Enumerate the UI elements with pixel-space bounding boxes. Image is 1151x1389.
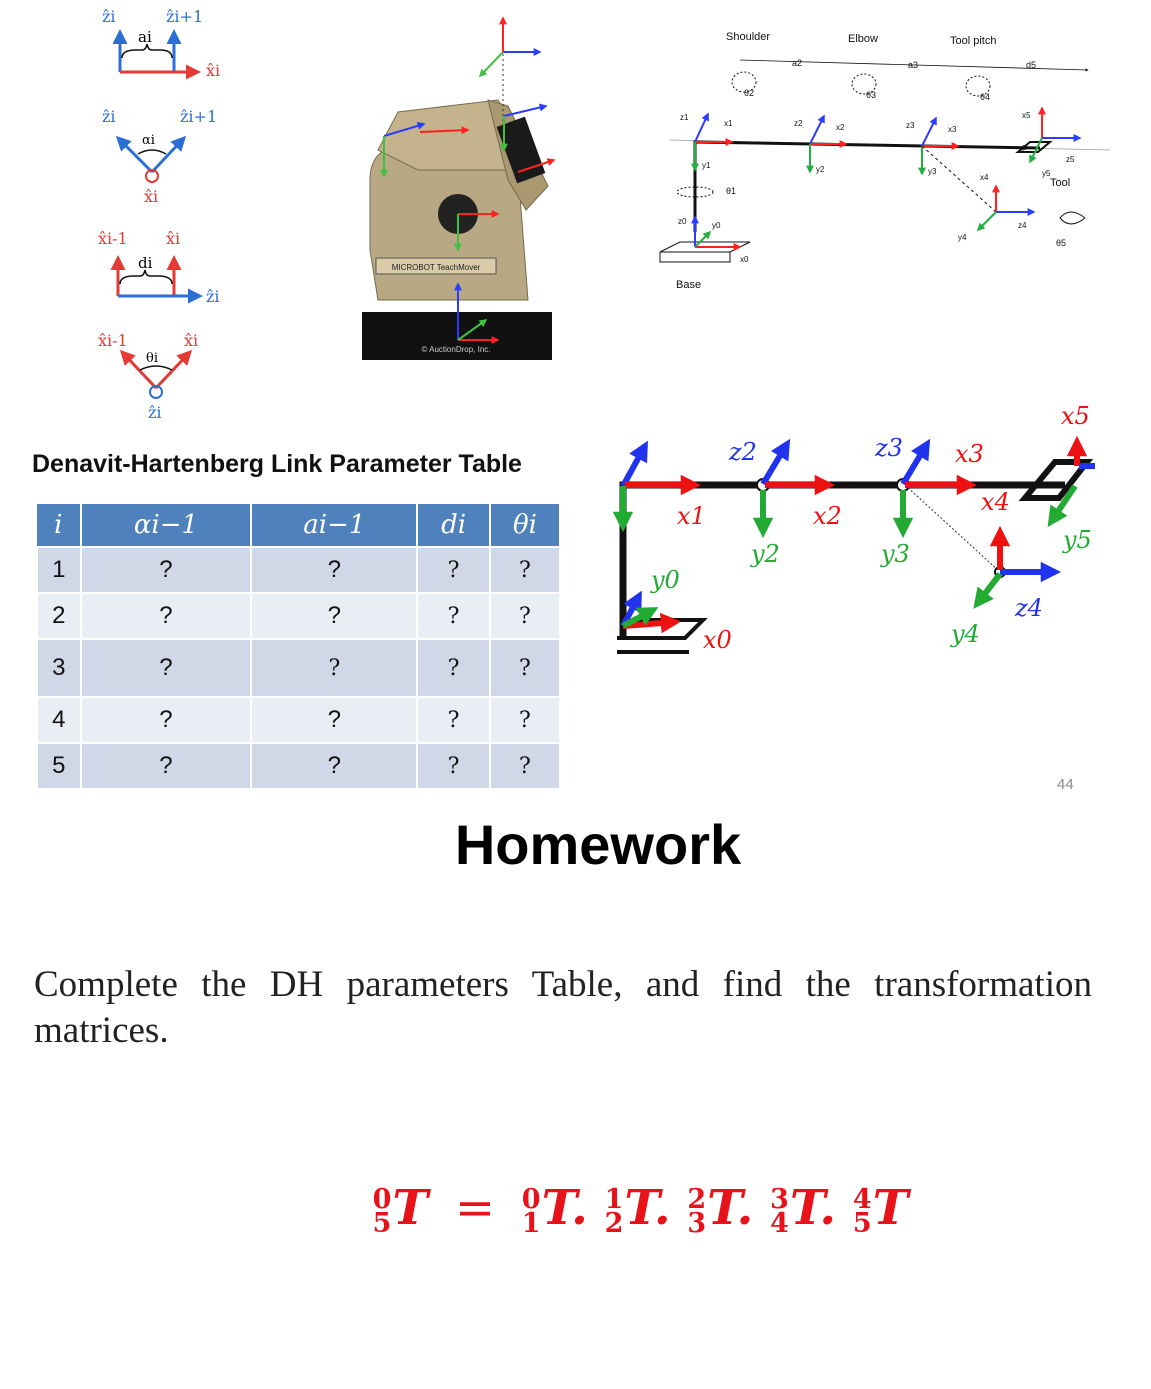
frame-x4-label: x4 [981, 488, 1010, 516]
dh-parameter-table [36, 504, 561, 790]
cell-a: ? [251, 639, 417, 697]
header-theta: θi [490, 504, 560, 547]
dot: . [819, 1180, 837, 1236]
cell-i: 4 [37, 697, 81, 743]
label-zi: ẑi [102, 107, 116, 126]
table-row [37, 697, 560, 743]
dh-parameter-sketches [80, 0, 250, 430]
frame-z3-label: z3 [875, 434, 903, 462]
theta4-label: θ4 [980, 92, 991, 102]
elbow-label: Elbow [848, 33, 878, 45]
frame-x0-label: x0 [703, 626, 732, 654]
label-xi: x̂i [166, 229, 181, 248]
term-4-symbol: T [789, 1180, 820, 1236]
homework-title: Homework [454, 813, 742, 876]
frame-x3-label: x3 [955, 440, 984, 468]
cell-d: ? [417, 593, 490, 639]
frames-diagram [605, 390, 1105, 680]
header-i: i [37, 504, 81, 547]
label-zi: ẑi [102, 7, 116, 26]
lhs-indices: 0 5 [372, 1183, 392, 1239]
cell-alpha: ? [81, 697, 252, 743]
table-row [37, 593, 560, 639]
robot-arm-photo [358, 0, 558, 380]
table-header-row [37, 504, 560, 547]
header-alpha: αi−1 [81, 504, 252, 547]
frame-y0-label: y0 [651, 566, 680, 594]
cell-d: ? [417, 639, 490, 697]
cell-d: ? [417, 697, 490, 743]
cell-d: ? [417, 743, 490, 789]
cell-i: 1 [37, 547, 81, 593]
homework-task: Complete the DH parameters Table, and find the transformation matrices. [34, 964, 1092, 1051]
frame-x5-label: x5 [1061, 402, 1090, 430]
z0-label: z0 [678, 217, 687, 226]
frame-y2-label: y2 [751, 540, 780, 568]
frame-x2-label: x2 [813, 502, 842, 530]
label-alpha: αi [142, 133, 155, 148]
cell-theta: ? [490, 547, 560, 593]
shoulder-label: Shoulder [726, 31, 771, 43]
cell-theta: ? [490, 697, 560, 743]
robot-brand: MICROBOT TeachMover [391, 263, 481, 272]
label-zi1: ẑi+1 [180, 107, 218, 126]
frame-x1-label: x1 [677, 502, 706, 530]
z5-label: z5 [1066, 155, 1075, 164]
term-3-symbol: T [707, 1180, 737, 1236]
frame-y3-label: y3 [881, 540, 910, 568]
sketch-a-distance [102, 7, 220, 80]
header-d: di [417, 504, 490, 547]
term-4-indices: 3 4 [770, 1183, 789, 1239]
table-row [37, 743, 560, 789]
x4-label: x4 [980, 173, 989, 182]
cell-alpha: ? [81, 743, 252, 789]
table-row [37, 639, 560, 697]
term-3-indices: 2 3 [687, 1183, 707, 1239]
y0-label: y0 [712, 221, 721, 230]
x0-label: x0 [740, 255, 749, 264]
term-2-symbol: T [624, 1180, 654, 1236]
theta2-label: θ2 [744, 88, 755, 98]
label-theta: θi [146, 351, 158, 366]
z4-label: z4 [1018, 221, 1027, 230]
cell-a: ? [251, 743, 417, 789]
frame-y4-label: y4 [951, 620, 980, 648]
frame-z4-label: z4 [1015, 594, 1043, 622]
label-xim1: x̂i-1 [98, 229, 128, 248]
z1-label: z1 [680, 113, 689, 122]
theta3-label: θ3 [866, 90, 877, 100]
page-number: 44 [1057, 776, 1074, 793]
dot: . [736, 1180, 754, 1236]
y4-label: y4 [958, 233, 967, 242]
cell-i: 3 [37, 639, 81, 697]
label-xim1: x̂i-1 [98, 331, 128, 350]
cell-theta: ? [490, 593, 560, 639]
robot-schematic [640, 22, 1120, 302]
cell-d: ? [417, 547, 490, 593]
y2-label: y2 [816, 165, 825, 174]
label-zi: ẑi [206, 287, 220, 306]
cell-a: ? [251, 697, 417, 743]
tool-pitch-label: Tool pitch [950, 35, 997, 47]
label-xi: x̂i [184, 331, 199, 350]
d5-label: d5 [1026, 60, 1037, 70]
theta1-label: θ1 [726, 186, 737, 196]
cell-i: 5 [37, 743, 81, 789]
label-xi: x̂i [206, 61, 221, 80]
label-zi1: ẑi+1 [166, 7, 204, 26]
y5-label: y5 [1042, 169, 1051, 178]
a2-label: a2 [792, 58, 803, 68]
y3-label: y3 [928, 167, 937, 176]
sketch-alpha-angle [102, 107, 217, 206]
transformation-equation [0, 1180, 1151, 1239]
cell-alpha: ? [81, 639, 252, 697]
frame-y5-label: y5 [1063, 526, 1092, 554]
photo-credit: © AuctionDrop, Inc. [421, 345, 491, 354]
cell-theta: ? [490, 743, 560, 789]
label-di: di [138, 254, 153, 272]
x3-label: x3 [948, 125, 957, 134]
label-ai: ai [138, 28, 152, 46]
cell-i: 2 [37, 593, 81, 639]
term-2-indices: 1 2 [604, 1183, 624, 1239]
x2-label: x2 [836, 123, 845, 132]
dh-table-title: Denavit-Hartenberg Link Parameter Table [32, 450, 522, 478]
z3-label: z3 [906, 121, 915, 130]
term-5-indices: 4 5 [852, 1183, 872, 1239]
term-1-symbol: T [541, 1180, 572, 1236]
header-a: ai−1 [251, 504, 417, 547]
equals-sign: = [454, 1180, 496, 1236]
frame-z2-label: z2 [729, 438, 757, 466]
theta5-label: θ5 [1056, 238, 1067, 248]
cell-a: ? [251, 547, 417, 593]
base-label: Base [676, 279, 702, 291]
lhs-symbol: T [392, 1180, 429, 1236]
table-row [37, 547, 560, 593]
sketch-d-distance [98, 229, 220, 306]
term-5-symbol: T [872, 1180, 909, 1236]
tool-label: Tool [1050, 177, 1071, 189]
label-xi: x̂i [144, 187, 159, 206]
p-label: p [1022, 142, 1028, 152]
label-zi: ẑi [148, 403, 162, 422]
cell-alpha: ? [81, 593, 252, 639]
cell-a: ? [251, 593, 417, 639]
cell-alpha: ? [81, 547, 252, 593]
x1-label: x1 [724, 119, 733, 128]
z2-label: z2 [794, 119, 803, 128]
sketch-theta-angle [98, 331, 198, 422]
term-1-indices: 0 1 [521, 1183, 541, 1239]
dot: . [653, 1180, 671, 1236]
y1-label: y1 [702, 161, 711, 170]
dot: . [571, 1180, 588, 1236]
cell-theta: ? [490, 639, 560, 697]
x5-label: x5 [1022, 111, 1031, 120]
